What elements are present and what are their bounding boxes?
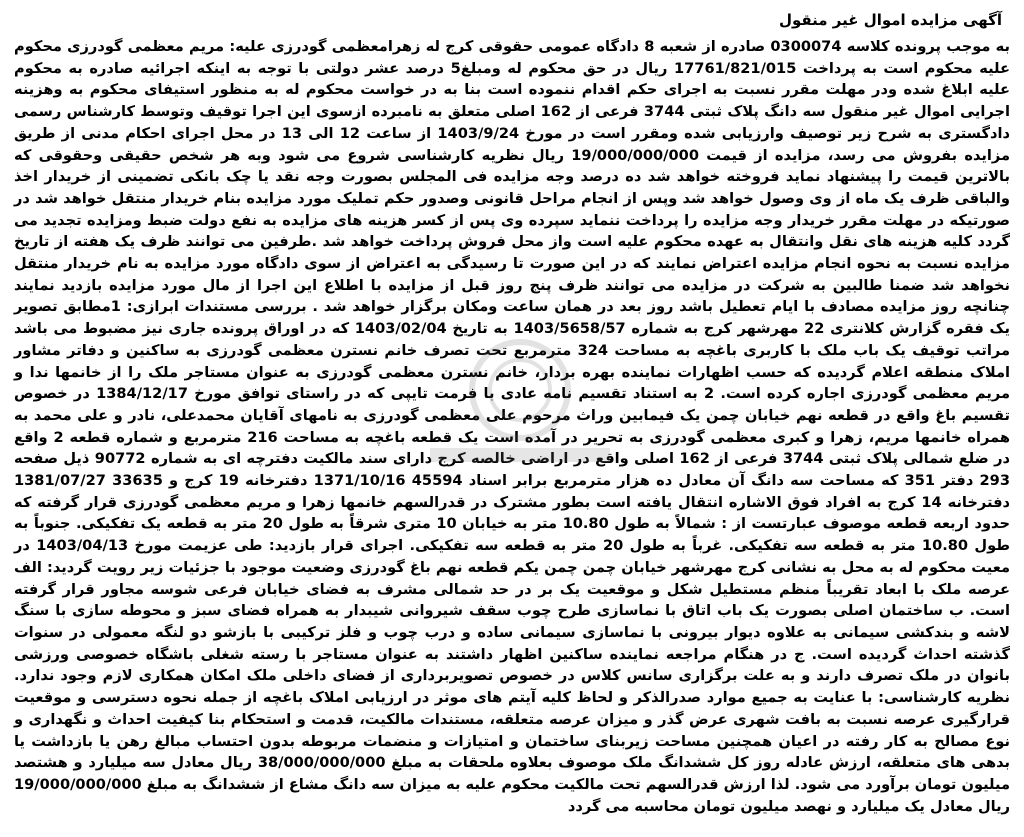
- notice-title: آگهی مزایده اموال غیر منقول: [778, 11, 1002, 29]
- notice-paragraph: به موجب پرونده کلاسه 0300074 صادره از شعبه 8 دادگاه عمومی حقوقی کرج له زهرامعظمی گودرزی علیه: مریم معظمی گودرزی محکوم علیه محکوم است به پرداخت 17761/821/015 ریال در حق محکوم له ومبلغ5 درصد عشر دولتی با توجه به اینکه اجرائیه صادره به محکوم علیه ابلاغ شده ودر مهلت مقرر نسبت به اجرای حکم اقدام ننموده است بنا به در خواست محکوم له به منظور استیفای محکوم به وهزینه اجرایی اموال غیر منقول سه دانگ پلاک ثبتی 3744 فرعی از 162 اصلی متعلق به نامبرده ازسوی این اجرا توقیف وتوسط کارشناس رسمی دادگستری به شرح زیر توصیف وارزیابی شده ومقرر است در مورخ 1403/9/24 از ساعت 12 الی 13 در محل اجرای احکام مدنی از طریق مزایده بفروش می رسد، مزایده از قیمت 19/000/000/000 ریال نظریه کارشناسی شروع می شود وبه هر شخص حقیقی وحقوقی که بالاترین قیمت را پیشنهاد نماید فروخته خواهد شد ده درصد وجه مزایده فی المجلس بصورت وجه نقد یا چک بانکی تضمینی از خریدار اخذ والباقی ظرف یک ماه از وی وصول خواهد شد وپس از انجام مراحل قانونی وصدور حکم تملیک مورد مزایده بنام خریدار منتقل خواهد شد در صورتیکه در مهلت مقرر خریدار وجه مزایده را پرداخت ننماید سپرده وی پس از کسر هزینه های مزایده به نفع دولت ضبط ومزایده تجدید می گردد کلیه هزینه های نقل وانتقال به عهده محکوم علیه است واز محل فروش پرداخت خواهد شد .طرفین می توانند ظرف یک هفته از تاریخ مزایده نسبت به نحوه انجام مزایده اعتراض نمایند که در این صورت تا رسیدگی به اعتراض از سوی دادگاه مورد مزایده به نام خریدار منتقل نخواهد شد ضمنا طالبین به شرکت در مزایده می توانند ظرف پنج روز قبل از مزایده با اطلاع این اجرا از مال مورد مزایده بازدید نمایند چنانچه روز مزایده مصادف با ایام تعطیل باشد روز بعد در همان ساعت ومکان برگزار خواهد شد . بررسی مستندات ابرازی: 1مطابق تصویر یک فقره گزارش کلانتری 22 مهرشهر کرج به شماره 1403/5658/57 به تاریخ 1403/02/04 که در اوراق پرونده جاری نیز مضبوط می باشد مراتب توقیف یک باب ملک با کاربری باغچه به مساحت 324 مترمربع تحت تصرف خانم نسترن معظمی گودرزی به ساکنین و دفاتر مشاور املاک منطقه اعلام گردیده که حسب اظهارات نماینده بهره بردار، خانم نسترن معظمی گودرزی به عنوان مستاجر ملک را از خانمها ندا و مریم معظمی گودرزی اجاره کرده است. 2 به استناد تقسیم نامه عادی با فرمت تایپی که در راستای توافق مورخ 1384/12/17 در خصوص تقسیم باغ واقع در قطعه نهم خیابان چمن یک فیمابین وراث مرحوم علی معظمی گودرزی به نامهای آقایان محمدعلی، نادر و علی محمد به همراه خانمها مریم، زهرا و کبری معظمی گودرزی به تحریر در آمده است یک قطعه باغچه به مساحت 216 مترمربع و شماره قطعه 2 واقع در ضلع شمالی پلاک ثبتی 3744 فرعی از 162 اصلی واقع در اراضی خالصه کرج دارای سند مالکیت دفترچه ای به شماره 90772 ذیل صفحه 293 دفتر 351 که مساحت سه دانگ آن معادل ده هزار مترمربع برابر اسناد 45594 1371/10/16 دفترخانه 19 کرج و 33635 1381/07/27 دفترخانه 14 کرج به افراد فوق الاشاره انتقال یافته است بطور مشترک در قدرالسهم خانمها زهرا و مریم معظمی گودرزی قرار گرفته که حدود اربعه قطعه موصوف عبارتست از : شمالاً به طول 10.80 متر به خیابان 10 متری شرقاً به طول 20 متر به قطعه یک تفکیکی. جنوباً به طول 10.80 متر به قطعه سه تفکیکی. غرباً به طول 20 متر به قطعه سه تفکیکی. اجرای قرار بازدید: طی عزیمت مورخ 1403/04/13 در معیت محکوم له به محل به نشانی کرج مهرشهر خیابان چمن چمن یکم قطعه نهم باغ گودرزی وضعیت موجود با جزئیات زیر رویت گردید: الف عرصه ملک با ابعاد تقریباً منظم مستطیل شکل و موقعیت یک بر در حد شمالی مشرف به فضای خیابان فرعی شوسه مجاور قرار گرفته است. ب ساختمان اصلی بصورت یک باب اتاق با نماسازی طرح چوب سقف شیروانی شیبدار به همراه فضای سبز و محوطه سازی با سنگ لاشه و بندکشی سیمانی به علاوه دیوار بیرونی با نماسازی سیمانی ساده و درب چوب و فلز ترکیبی با بازشو دو لنگه معمولی در سنوات گذشته احداث گردیده است. ج در هنگام مراجعه نماینده ساکنین اظهار داشتند به عنوان مستاجر با رسته شغلی باشگاه خصوصی ورزشی بانوان در ملک تصرف دارند و به علت برگزاری سانس کلاس در خصوص تصویربرداری از فضای داخلی ملک امکان همکاری لازم وجود ندارد. نظریه کارشناسی: با عنایت به جمیع موارد صدرالذکر و لحاظ کلیه آیتم های موثر در ارزیابی املاک باغچه از جمله نحوه دسترسی و موقعیت قرارگیری عرصه نسبت به بافت شهری عرض گذر و میزان عرصه متعلقه، مستندات مالکیت، قدمت و استحکام بنا کیفیت احداث و نگهداری و نوع مصالح به کار رفته در اعیان همچنین مساحت زیربنای ساختمان و امتیازات و منضمات مربوطه بدون احتساب مبالغ رهن یا بازداشت یا بدهی های متعلقه، ارزش عادله روز کل ششدانگ ملک موصوف بعلاوه ملحقات به مبلغ 38/000/000/000 ریال معادل سه میلیارد و هشتصد میلیون تومان برآورد می شود. لذا ارزش قدرالسهم تحت مالکیت محکوم علیه به میزان سه دانگ مشاع از ششدانگ به مبلغ 19/000/000/000 ریال معادل یک میلیارد و نهصد میلیون تومان محاسبه می گردد: [14, 38, 1011, 815]
- notice-body: [14, 36, 1010, 817]
